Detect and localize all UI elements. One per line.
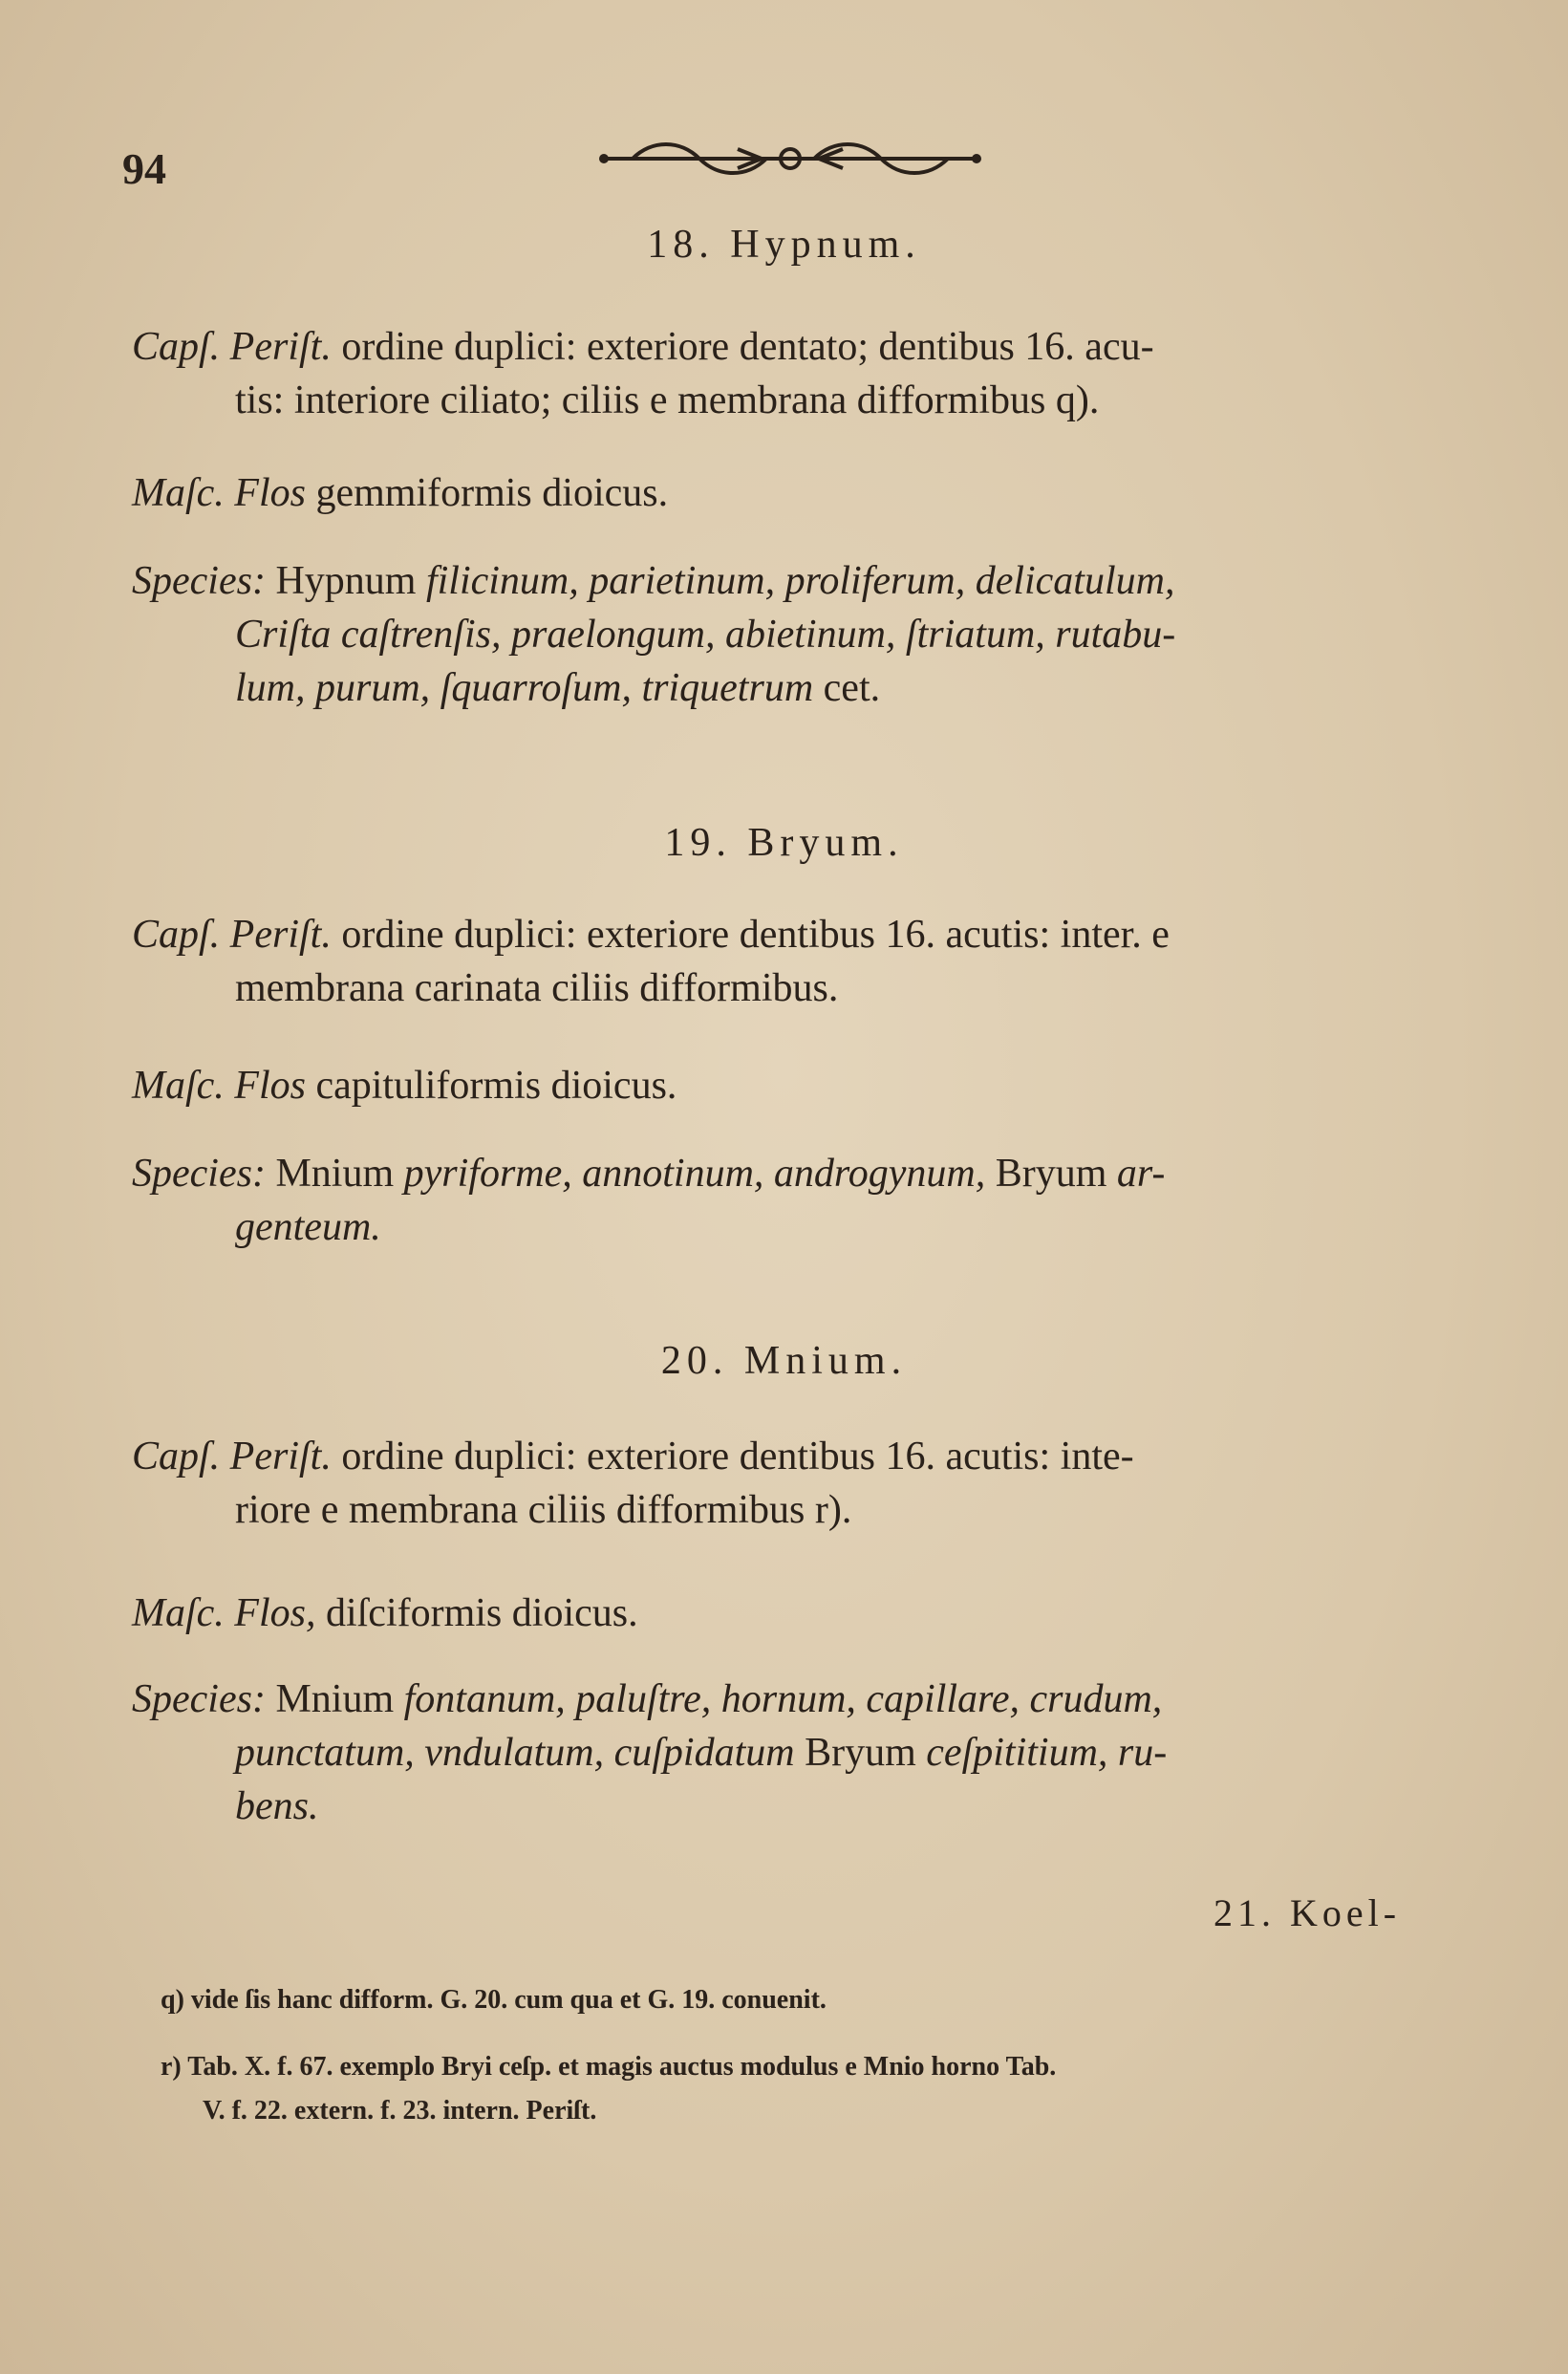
caps-label: Capſ. Periſt. [132, 913, 332, 957]
caps-label: Capſ. Periſt. [132, 1435, 332, 1478]
genus-name: Mnium [275, 1152, 395, 1196]
genus-name-2: Bryum [995, 1152, 1107, 1196]
caps-label: Capſ. Periſt. [132, 325, 332, 369]
species-label: Species: [132, 1152, 266, 1196]
species-label: Species: [132, 559, 266, 603]
catchword: 21. Koel- [1214, 1891, 1402, 1934]
capsule-peristome-description-mnium [132, 1430, 1450, 1537]
footnote-text: q) vide ſis hanc difform. G. 20. cum qua et G. 19. conuenit. [161, 1985, 827, 2015]
male-flower-description-mnium [132, 1586, 1450, 1640]
species-label: Species: [132, 1677, 266, 1721]
caps-text-continued: membrana carinata ciliis difformibus. [235, 966, 839, 1010]
male-flower-description-bryum [132, 1059, 1450, 1112]
species-names-continued: punctatum, vndulatum, cuſpidatum [235, 1731, 795, 1775]
masc-text: capituliformis dioicus. [315, 1064, 677, 1108]
species-names: filicinum, parietinum, proliferum, delicatulum, [425, 559, 1175, 603]
genus-name: Mnium [275, 1677, 395, 1721]
species-names: fontanum, paluſtre, hornum, capillare, crudum, [403, 1677, 1163, 1721]
masc-label: Maſc. Flos [132, 1064, 306, 1108]
species-names-2: ar- [1116, 1152, 1166, 1196]
masc-text: gemmiformis dioicus. [315, 471, 669, 515]
footnote-r [161, 2045, 1431, 2133]
genus-name-2: Bryum [805, 1731, 916, 1775]
masc-label: Maſc. Flos, [132, 1591, 316, 1635]
capsule-peristome-description-hypnum [132, 320, 1450, 427]
species-names-2: ceſpititium, ru- [926, 1731, 1168, 1775]
species-names-continued: lum, purum, ſquarroſum, triquetrum [235, 666, 814, 710]
species-names-continued: Criſta caſtrenſis, praelongum, abietinum, ſtriatum, rutabu- [235, 613, 1176, 657]
caps-text: ordine duplici: exteriore dentibus 16. acutis: inter. e [341, 913, 1170, 957]
male-flower-description-hypnum [132, 466, 1450, 520]
species-tail: cet. [823, 666, 881, 710]
section-heading-mnium: 20. Mnium. [660, 1339, 908, 1383]
genus-name: Hypnum [275, 559, 417, 603]
section-heading-bryum: 19. Bryum. [664, 821, 904, 865]
capsule-peristome-description-bryum [132, 908, 1450, 1015]
masc-label: Maſc. Flos [132, 471, 306, 515]
caps-text: ordine duplici: exteriore dentato; dentibus 16. acu- [341, 325, 1154, 369]
species-list-mnium [132, 1673, 1450, 1833]
section-heading-hypnum: 18. Hypnum. [647, 223, 921, 267]
species-list-bryum [132, 1147, 1450, 1254]
masc-text: diſciformis dioicus. [325, 1591, 638, 1635]
caps-text-continued: riore e membrana ciliis difformibus r). [235, 1488, 852, 1532]
footnote-q [161, 1978, 1431, 2022]
footnote-text: r) Tab. X. f. 67. exemplo Bryi ceſp. et magis auctus modulus e Mnio horno Tab. [161, 2052, 1057, 2082]
species-names: pyriforme, annotinum, androgynum, [403, 1152, 986, 1196]
species-names-continued: bens. [235, 1784, 319, 1828]
species-names-continued: genteum. [235, 1205, 381, 1249]
page-number: 94 [122, 144, 166, 193]
caps-text-continued: tis: interiore ciliato; ciliis e membrana difformibus q). [235, 378, 1100, 422]
species-list-hypnum [132, 554, 1450, 715]
footnote-text-continued: V. f. 22. extern. f. 23. intern. Periſt. [203, 2096, 597, 2126]
decorative-headpiece-ornament-icon [594, 132, 986, 189]
caps-text: ordine duplici: exteriore dentibus 16. acutis: inte- [341, 1435, 1134, 1478]
